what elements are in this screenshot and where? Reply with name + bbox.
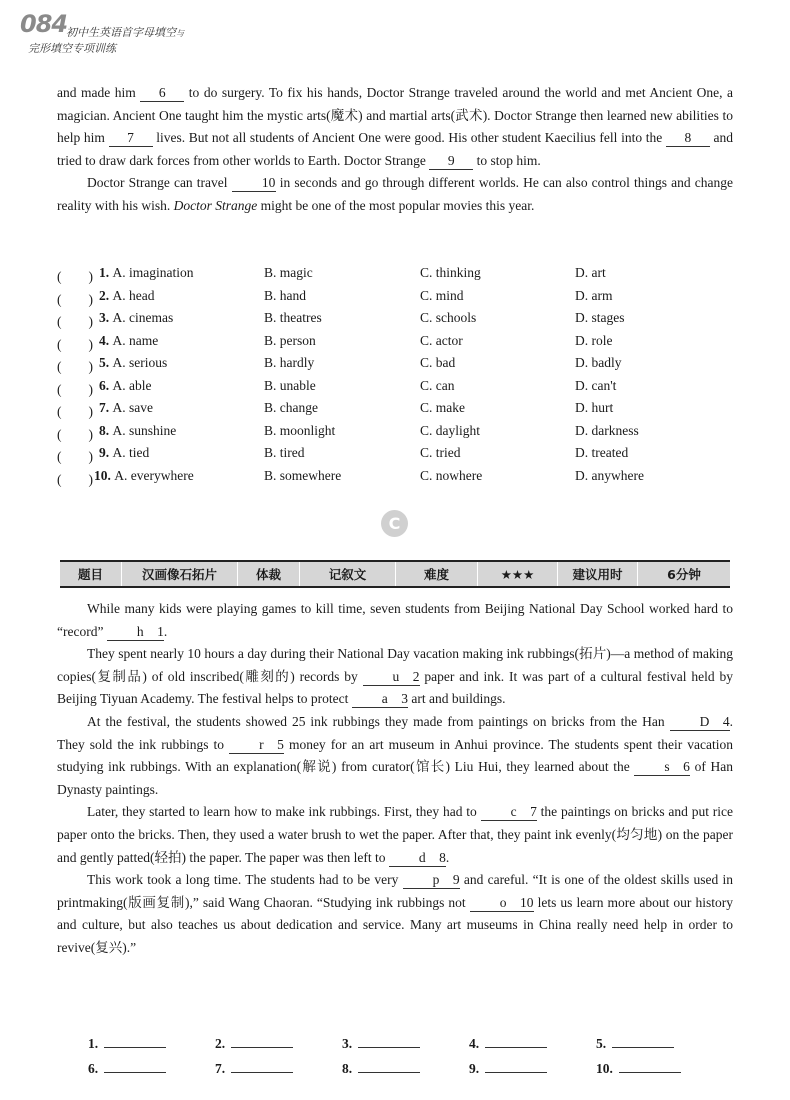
answer-number: 1. — [88, 1036, 99, 1051]
fill-blank: h 1 — [107, 624, 164, 641]
option-d: D. role — [575, 332, 613, 348]
options-list — [57, 263, 747, 488]
text-run: Doctor Strange can travel — [87, 175, 232, 191]
option-d: D. can't — [575, 377, 617, 393]
option-d: D. stages — [575, 310, 625, 325]
answer-line[interactable] — [358, 1035, 420, 1048]
option-d: D. arm — [575, 287, 613, 303]
fill-blank: s 6 — [634, 759, 690, 776]
fill-blank: D 4 — [670, 714, 730, 731]
option-d: D. anywhere — [575, 467, 644, 483]
passage-c-paragraph-1 — [57, 598, 733, 643]
answer-slot — [469, 1060, 547, 1077]
option-c: C. make — [420, 400, 465, 415]
option-b: B. person — [264, 332, 316, 348]
answer-slot — [596, 1060, 681, 1077]
info-cell: 建议用时 — [558, 562, 638, 586]
text-run: Later, they started to learn how to make ink rubbings. First, they had to — [87, 804, 481, 820]
passage-c-paragraph-4 — [57, 801, 733, 869]
fill-blank: 10 — [232, 175, 276, 192]
option-b: B. moonlight — [264, 422, 336, 438]
page-header — [16, 6, 776, 58]
fill-blank: u 2 — [363, 669, 420, 686]
option-b: B. magic — [264, 265, 313, 280]
option-row — [57, 331, 747, 354]
fill-blank: o 10 — [470, 895, 534, 912]
option-d: D. badly — [575, 355, 622, 370]
answer-line[interactable] — [612, 1035, 674, 1048]
fill-blank: 6 — [140, 85, 184, 102]
answer-line[interactable] — [104, 1060, 166, 1073]
text-run: and tried to draw dark forces from other worlds to Earth. Doctor Strange — [57, 130, 733, 168]
answer-paren: ( ) — [57, 471, 93, 487]
text-run: While many kids were playing games to kill time, seven students from Beijing National Day School worked hard to “record” — [57, 601, 733, 639]
answer-slot — [342, 1035, 420, 1052]
text-run: . — [163, 623, 168, 639]
option-a: 1. A. imagination — [99, 265, 194, 280]
option-d: D. hurt — [575, 400, 614, 415]
question-number: 9. — [99, 445, 113, 460]
answer-number: 5. — [596, 1036, 607, 1051]
question-number: 7. — [99, 400, 113, 415]
passage-c-paragraph-2 — [57, 643, 733, 711]
text-run: art and buildings. — [407, 691, 506, 707]
answer-paren: ( ) — [57, 336, 93, 352]
answer-slot — [215, 1060, 293, 1077]
option-row — [57, 421, 747, 444]
text-run: money for an art museum in Anhui province. The students spent their vacation studying ink rubbings. With an explanation(解说) from curator(馆长) Liu Hui, they learned about the — [57, 736, 733, 775]
text-run: lives. But not all students of Ancient One were good. His other student Kaecilius fell into the — [152, 130, 666, 146]
book-title-main: 初中生英语首字母填空 — [66, 26, 176, 39]
option-row — [57, 398, 747, 421]
answer-line[interactable] — [358, 1060, 420, 1073]
question-number: 10. — [94, 467, 115, 483]
option-c: C. daylight — [420, 422, 480, 438]
option-a: 2. A. head — [99, 287, 155, 303]
answer-number: 10. — [596, 1061, 613, 1076]
option-a: 4. A. name — [99, 332, 159, 348]
text-run: At the festival, the students showed 25 ink rubbings they made from paintings on bricks from the Han — [87, 713, 670, 729]
option-c: C. tried — [420, 445, 461, 460]
answer-line[interactable] — [485, 1035, 547, 1048]
fill-blank: a 3 — [352, 691, 408, 708]
option-b: B. hand — [264, 287, 306, 303]
info-cell: 6分钟 — [667, 567, 701, 582]
fill-blank: 7 — [109, 130, 153, 147]
text-run: of Han Dynasty paintings. — [57, 759, 733, 797]
question-number: 1. — [99, 265, 113, 280]
text-run: They spent nearly 10 hours a day during their National Day vacation making ink rubbings(拓片)—a method of making copies(复制品) of old inscribed(雕刻的) records by — [57, 646, 733, 684]
answer-line[interactable] — [104, 1035, 166, 1048]
info-cell: 汉画像石拓片 — [122, 562, 238, 586]
option-row — [57, 263, 747, 286]
option-a: 9. A. tied — [99, 445, 150, 460]
answer-number: 9. — [469, 1061, 480, 1076]
option-d: D. art — [575, 265, 606, 280]
option-row — [57, 466, 747, 489]
answer-paren: ( ) — [57, 381, 93, 397]
info-cell: 记叙文 — [300, 562, 396, 586]
text-run: lets us learn more about our history and culture, but also teaches us about dedication and service. Many art museums in China really need help in order to revive(复兴).” — [57, 894, 733, 955]
answer-line[interactable] — [231, 1060, 293, 1073]
text-run: . They sold the ink rubbings to — [57, 713, 733, 752]
option-b: B. unable — [264, 377, 316, 393]
answer-lines — [88, 1035, 708, 1085]
text-run: to stop him. — [473, 152, 541, 168]
option-c: C. nowhere — [420, 467, 483, 483]
answer-number: 8. — [342, 1061, 353, 1076]
answer-paren: ( ) — [57, 269, 93, 284]
option-c: C. thinking — [420, 265, 481, 280]
answer-row — [88, 1060, 708, 1085]
question-number: 2. — [99, 287, 113, 303]
option-b: B. somewhere — [264, 467, 342, 483]
answer-number: 3. — [342, 1036, 353, 1051]
answer-paren: ( ) — [57, 359, 93, 374]
text-run: . — [445, 849, 450, 865]
italic-title: Doctor Strange — [173, 197, 258, 213]
passage-info-bar — [60, 560, 730, 588]
option-row — [57, 308, 747, 331]
text-run: might be one of the most popular movies this year. — [257, 197, 535, 213]
passage-b-paragraph-1 — [57, 82, 733, 172]
option-a: 10. A. everywhere — [94, 467, 194, 483]
passage-c — [57, 598, 733, 960]
text-run: paper and ink. It was part of a cultural festival held by Beijing Tiyuan Academy. The festival helps to protect — [57, 668, 733, 707]
answer-paren: ( ) — [57, 404, 93, 419]
option-a: 7. A. save — [99, 400, 153, 415]
fill-blank: r 5 — [229, 737, 284, 754]
answer-number: 2. — [215, 1036, 226, 1051]
text-run: the paintings on bricks and put rice paper onto the bricks. Then, they used a water brush to wet the paper. After that, they paint ink evenly(均匀地) on the paper and gently patted(轻拍) the paper. The paper was then left to — [57, 804, 733, 865]
answer-slot — [88, 1060, 166, 1077]
section-c-badge: C — [381, 510, 408, 537]
option-c: C. mind — [420, 287, 464, 303]
question-number: 3. — [99, 310, 113, 325]
answer-slot — [342, 1060, 420, 1077]
text-run: in seconds and go through different worlds. He can also control things and change reality with his wish. — [57, 175, 733, 213]
answer-slot — [215, 1035, 293, 1052]
answer-slot — [596, 1035, 674, 1052]
passage-b — [57, 82, 733, 218]
text-run: and made him — [57, 85, 141, 100]
option-c: C. bad — [420, 355, 456, 370]
option-d: D. darkness — [575, 422, 639, 438]
info-cell: 题目 — [60, 562, 122, 586]
text-run: and careful. “It is one of the oldest skills used in printmaking(版画复制),” said Wang Chaoran. “Studying ink rubbings not — [57, 872, 733, 910]
answer-paren: ( ) — [57, 291, 93, 307]
answer-row — [88, 1035, 708, 1060]
option-b: B. tired — [264, 445, 305, 460]
book-title-line2: 完形填空专项训练 — [28, 42, 116, 55]
option-b: B. theatres — [264, 310, 322, 325]
fill-blank: p 9 — [403, 872, 460, 889]
option-row — [57, 286, 747, 309]
answer-paren: ( ) — [57, 314, 93, 329]
page-number: 084 — [20, 10, 68, 38]
text-run: This work took a long time. The students had to be very — [87, 872, 403, 888]
question-number: 5. — [99, 355, 113, 370]
question-number: 8. — [99, 422, 113, 438]
option-a: 6. A. able — [99, 377, 152, 393]
option-a: 8. A. sunshine — [99, 422, 177, 438]
passage-b-paragraph-2 — [57, 172, 733, 217]
fill-blank: 8 — [666, 130, 710, 147]
info-cell: 难度 — [396, 562, 478, 586]
answer-number: 6. — [88, 1061, 99, 1076]
option-b: B. hardly — [264, 355, 315, 370]
answer-line[interactable] — [619, 1060, 681, 1073]
option-b: B. change — [264, 400, 318, 415]
question-number: 4. — [99, 332, 113, 348]
option-d: D. treated — [575, 445, 629, 460]
passage-c-paragraph-3 — [57, 711, 733, 801]
book-title-connector: 与 — [176, 29, 184, 38]
option-c: C. schools — [420, 310, 477, 325]
answer-line[interactable] — [231, 1035, 293, 1048]
answer-number: 7. — [215, 1061, 226, 1076]
answer-slot — [469, 1035, 547, 1052]
fill-blank: 9 — [429, 153, 473, 170]
option-a: 3. A. cinemas — [99, 310, 174, 325]
option-row — [57, 353, 747, 376]
passage-c-paragraph-5 — [57, 869, 733, 959]
answer-paren: ( ) — [57, 449, 93, 464]
option-row — [57, 376, 747, 399]
info-cell: ★★★ — [478, 562, 558, 586]
option-c: C. actor — [420, 332, 463, 348]
answer-number: 4. — [469, 1036, 480, 1051]
book-title-line1 — [66, 24, 184, 40]
info-cell: 体裁 — [238, 562, 300, 586]
text-run: to do surgery. To fix his hands, Doctor Strange traveled around the world and met Ancient One, a magician. Ancient One taught him the mystic arts(魔术) and martial arts(武术). Doctor Strange then learned new abilities to help him — [57, 85, 733, 146]
fill-blank: d 8 — [389, 850, 446, 867]
option-c: C. can — [420, 377, 455, 393]
answer-line[interactable] — [485, 1060, 547, 1073]
question-number: 6. — [99, 377, 113, 393]
option-row — [57, 443, 747, 466]
answer-slot — [88, 1035, 166, 1052]
fill-blank: c 7 — [481, 804, 537, 821]
option-a: 5. A. serious — [99, 355, 168, 370]
answer-paren: ( ) — [57, 426, 93, 442]
